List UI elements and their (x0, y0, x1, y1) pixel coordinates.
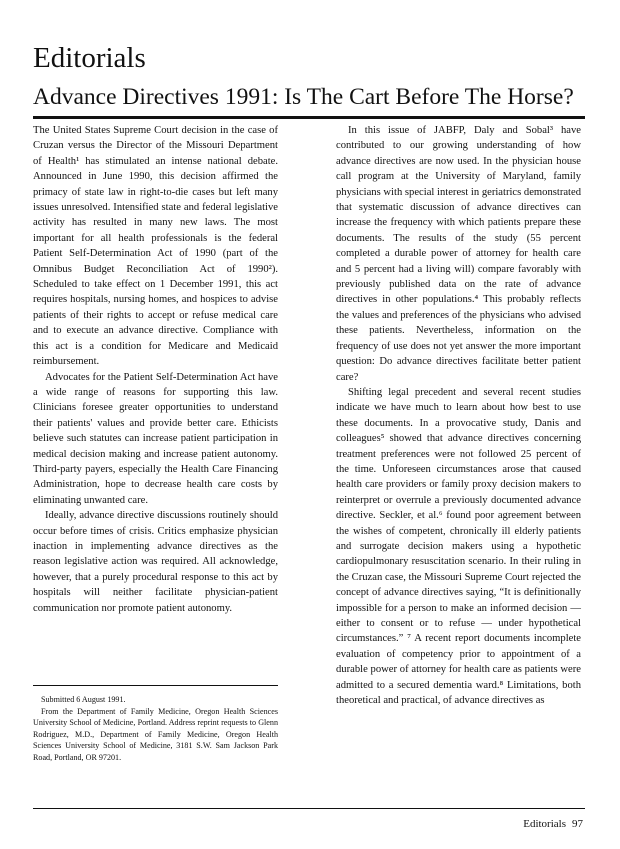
section-title: Editorials (33, 42, 146, 74)
article-title: Advance Directives 1991: Is The Cart Before The Horse? (33, 84, 574, 110)
footnote-submitted: Submitted 6 August 1991. (41, 695, 126, 704)
left-paragraph-1: The United States Supreme Court decision in the case of Cruzan versus the Director of the Missouri Department of Health¹ has stimulated an intense national debate. Announced in June 1990, this decision affirmed the primacy of state law in right-to-die cases but left many issues unresolved. Intensified state and federal legislative activity has resulted in many new laws. The most important for all health professionals is the federal Patient Self-Determination Act of 1990 (part of the Omnibus Budget Reconciliation Act of 1990²). Scheduled to take effect on 1 December 1991, this act requires hospitals, nursing homes, and hospices to advise patients of their rights to accept or refuse medical care and to execute an advance directive. Compliance with this act is a condition for Medicare and Medicaid reimbursement. (33, 125, 278, 368)
page-footer (523, 818, 583, 830)
right-paragraph-1: In this issue of JABFP, Daly and Sobal³ have contributed to our growing understanding of how advance directives are now used. In the physician house call program at the University of Maryland, family physicians with special interest in geriatrics demonstrated that systematic discussion of advance directives can increase the frequency with which patients prepare these documents. The results of the study (55 percent completed a durable power of attorney for health care and 5 percent had a living will) compare favorably with previously published data on the rate of advance directives in other populations.⁴ This probably reflects the values and preferences of the physicians who advised these patients. Nevertheless, information on the frequency of use does not yet answer the more important question: Do advance directives facilitate better patient care? (336, 125, 581, 383)
right-column (336, 123, 581, 708)
footnote-rule (33, 685, 278, 686)
right-paragraph-2: Shifting legal precedent and several recent studies indicate we have much to learn about how best to use these documents. In a provocative study, Danis and colleagues⁵ showed that advance directives concerning treatment preferences were not followed 25 percent of the time. Unforeseen circumstances arose that caused health care providers or family proxy decision makers to reinterpret or overrule a previously documented advance directive. Seckler, et al.⁶ found poor agreement between the wishes of competent, chronically ill elderly patients and surrogate decision makers using a hypothetic cardiopulmonary resuscitation scenario. In their ruling in the Cruzan case, the Missouri Supreme Court rejected the concept of advance directives saying, “It is definitionally impossible for a person to make an informed decision — either to consent or to refuse — under hypothetical circumstances.” ⁷ A recent report documents incomplete evaluation of competency prior to appointment of a durable power of attorney for health care as patients were admitted to a secured dementia ward.⁸ Limitations, both theoretical and practical, of advance directives as (336, 386, 581, 707)
left-paragraph-3: Ideally, advance directive discussions routinely should occur before times of crisis. Critics emphasize physician inaction in implementing advance directives as the reason legislative action was required. All acknowledge, however, that a purely procedural response to this act by hospitals will neither facilitate physician-patient communication nor promote patient autonomy. (33, 510, 278, 614)
left-column (33, 123, 278, 616)
left-paragraph-2: Advocates for the Patient Self-Determination Act have a wide range of reasons for supporting this law. Clinicians foresee greater opportunities to understand their patients' values and provide better care. Ethicists believe such statutes can increase patient participation in medical decision making and increase patient autonomy. Third-party payers, especially the Health Care Financing Administration, hope to decrease health care costs by eliminating unwanted care. (33, 371, 278, 506)
footer-rule (33, 808, 585, 809)
page-number: 97 (572, 818, 583, 830)
footer-section: Editorials (523, 818, 566, 830)
title-rule (33, 116, 585, 119)
footnote (33, 694, 278, 764)
footnote-affiliation: From the Department of Family Medicine, Oregon Health Sciences University School of Medicine, Portland. Address reprint requests to Glenn Rodriguez, M.D., Department of Family Medicine, Oregon Health Sciences University School of Medicine, 3181 S.W. Sam Jackson Park Road, Portland, OR 97201. (33, 706, 278, 762)
